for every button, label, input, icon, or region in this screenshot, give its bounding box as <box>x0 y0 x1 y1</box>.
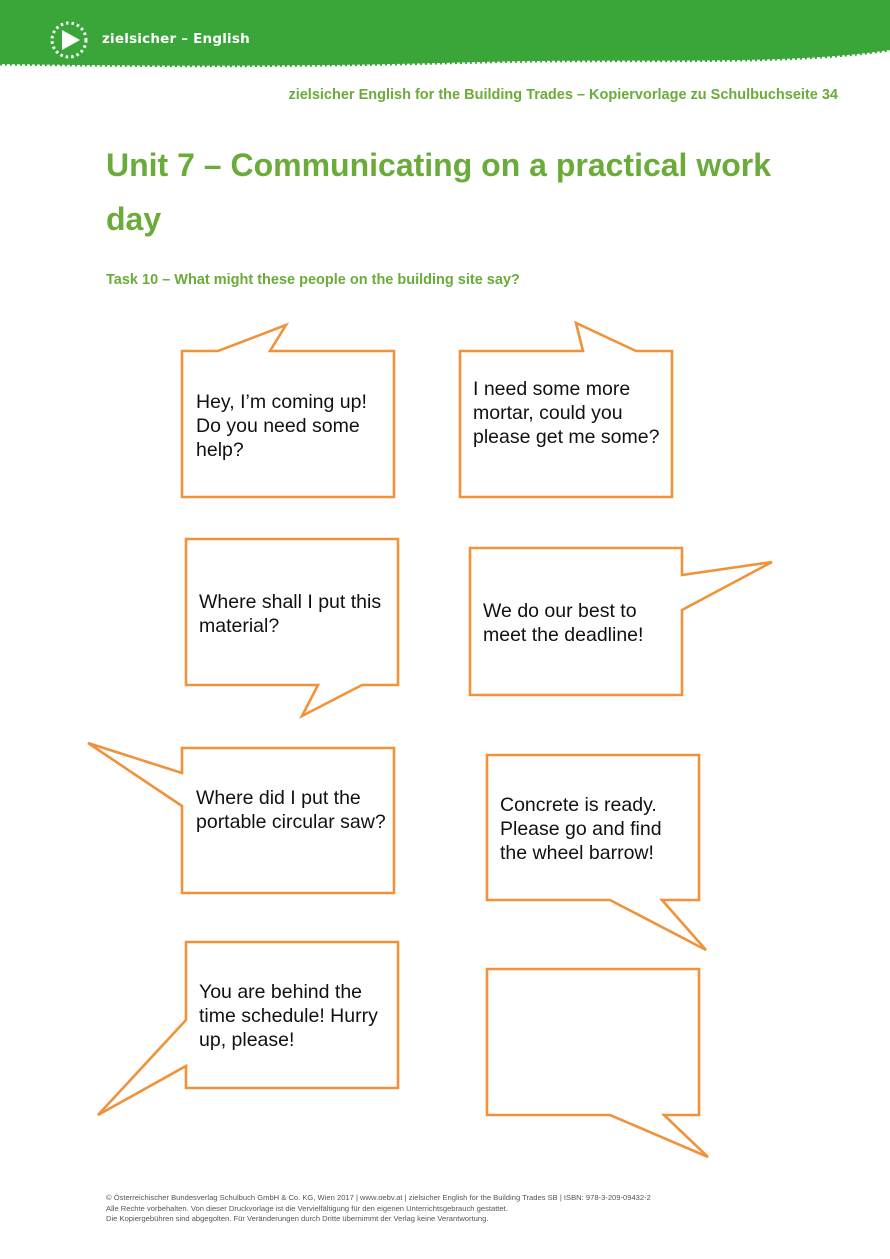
footer-fees: Die Kopiergebühren sind abgegolten. Für Veränderungen durch Dritte übernimmt der Verlag keine Verantwortung. <box>106 1214 489 1223</box>
brand-logo-text: zielsicher – English <box>102 31 250 47</box>
page-subtitle: zielsicher English for the Building Trades – Kopiervorlage zu Schulbuchseite 34 <box>288 87 838 103</box>
bubble-4-text: We do our best to meet the deadline! <box>483 600 644 646</box>
bubble-5-text: Where did I put the portable circular saw? <box>196 787 386 833</box>
bubble-6-text: Concrete is ready. Please go and find the wheel barrow! <box>500 794 662 864</box>
bubble-3-text: Where shall I put this material? <box>199 591 382 637</box>
unit-title: Unit 7 – Communicating on a practical work day <box>106 147 772 237</box>
task-title: Task 10 – What might these people on the building site say? <box>106 272 520 288</box>
footer-rights: Alle Rechte vorbehalten. Von dieser Druckvorlage ist die Vervielfältigung für den eigenen Unterrichtsgebrauch gestattet. <box>106 1203 508 1213</box>
footer <box>106 1193 846 1225</box>
bubble-7-text: You are behind the time schedule! Hurry up, please! <box>199 981 378 1051</box>
footer-copyright: © Österreichischer Bundesverlag Schulbuch GmbH & Co. KG, Wien 2017 | www.oebv.at | zielsicher English for the Building Trades SB | ISBN: 978-3-209-09432-2 <box>106 1193 651 1202</box>
bubble-1-text: Hey, I’m coming up! Do you need some help? <box>196 391 367 461</box>
bubble-2-text: I need some more mortar, could you please get me some? <box>473 378 660 448</box>
speech-bubble-8 <box>487 969 708 1157</box>
